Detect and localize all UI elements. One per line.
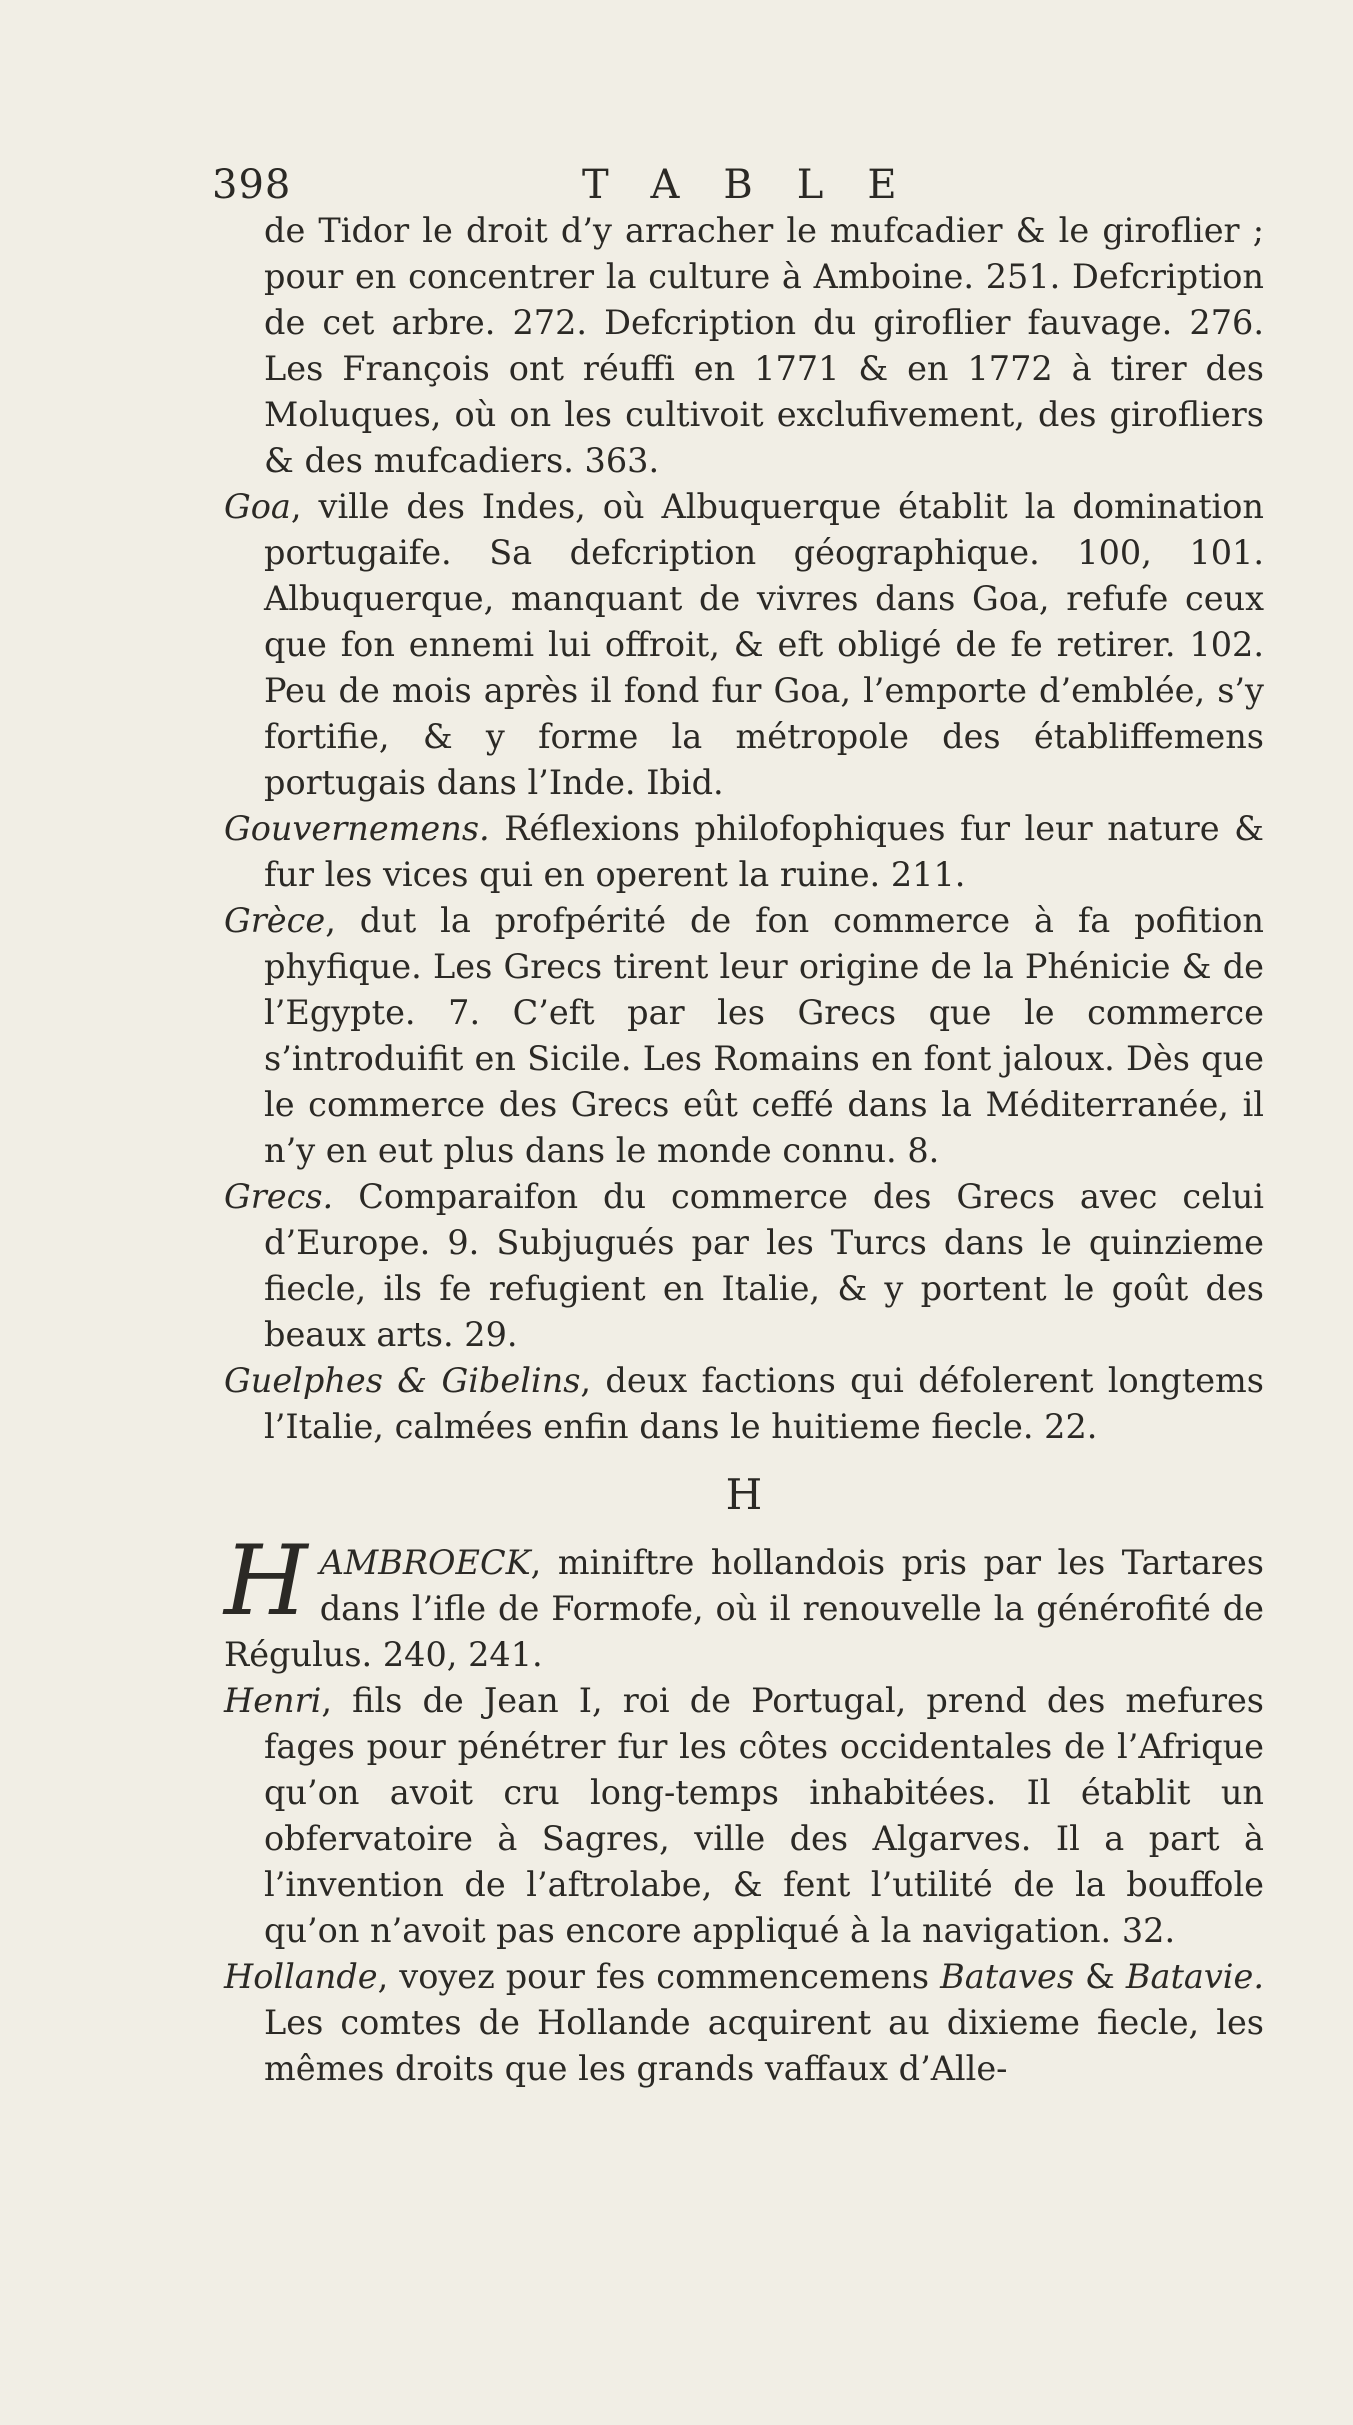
index-entry-grece xyxy=(224,898,1264,1174)
entry-keyword: Goa xyxy=(224,487,291,526)
entry-keyword: Grèce xyxy=(224,901,326,940)
entry-keyword: Hollande xyxy=(224,1957,378,1996)
index-entry-guelphes xyxy=(224,1358,1264,1450)
entry-text: Les comtes de Hollande acquirent au dixieme fiecle, les mêmes droits que les grands vaffaux d’Alle- xyxy=(264,2003,1264,2088)
index-entry-hollande xyxy=(224,1954,1264,2092)
entry-text: , miniftre hollandois pris par les Tartares dans l’ifle de Formofe, où il renouvelle la générofité de Régulus. 240, 241. xyxy=(224,1543,1264,1674)
entry-text: , ville des Indes, où Albuquerque établit la domination portugaife. Sa defcription géographique. 100, 101. Albuquerque, manquant de vivres dans Goa, refufe ceux que fon ennemi lui offroit, & eft obligé de fe retirer. 102. Peu de mois après il fond fur Goa, l’emporte d’emblée, s’y fortifie, & y forme la métropole des établiffemens portugais dans l’Inde. Ibid. xyxy=(264,487,1264,802)
entry-keyword: Grecs. xyxy=(224,1177,334,1216)
entry-keyword: AMBROECK xyxy=(319,1543,531,1582)
entry-keyword: Guelphes & Gibelins xyxy=(224,1361,581,1400)
entry-keyword-ref: Bataves xyxy=(940,1957,1075,1996)
entry-text: Réflexions philofophiques fur leur nature & fur les vices qui en operent la ruine. 211. xyxy=(264,809,1264,894)
index-body xyxy=(224,208,1264,2092)
entry-text: , dut la profpérité de fon commerce à fa pofition phyfique. Les Grecs tirent leur origine de la Phénicie & de l’Egypte. 7. C’eft par les Grecs que le commerce s’introduifit en Sicile. Les Romains en font jaloux. Dès que le commerce des Grecs eût ceffé dans la Méditerranée, il n’y en eut plus dans le monde connu. 8. xyxy=(264,901,1264,1170)
entry-keyword: Gouvernemens. xyxy=(224,809,490,848)
entry-text: Comparaifon du commerce des Grecs avec celui d’Europe. 9. Subjugués par les Turcs dans le quinzieme fiecle, ils fe refugient en Italie, & y portent le goût des beaux arts. 29. xyxy=(264,1177,1264,1354)
index-entry-grecs xyxy=(224,1174,1264,1358)
drop-cap: H xyxy=(224,1525,308,1637)
entry-text: , deux factions qui défolerent longtems l’Italie, calmées enfin dans le huitieme fiecle. 22. xyxy=(264,1361,1264,1446)
index-entry-continuation: de Tidor le droit d’y arracher le mufcadier & le giroflier ; pour en concentrer la culture à Amboine. 251. Defcription de cet arbre. 272. Defcription du giroflier fauvage. 276. Les François ont réuffi en 1771 & en 1772 à tirer des Moluques, où on les cultivoit exclufivement, des girofliers & des mufcadiers. 363. xyxy=(264,211,1264,480)
index-entry-goa xyxy=(224,484,1264,806)
running-title: TABLE xyxy=(582,162,941,208)
entry-text: , fils de Jean I, roi de Portugal, prend des mefures fages pour pénétrer fur les côtes occidentales de l’Afrique qu’on avoit cru long-temps inhabitées. Il établit un obfervatoire à Sagres, ville des Algarves. Il a part à l’invention de l’aftrolabe, & fent l’utilité de la bouffole qu’on n’avoit pas encore appliqué à la navigation. 32. xyxy=(264,1681,1264,1950)
index-entry-hambroeck xyxy=(224,1525,1264,1678)
entry-keyword: Henri xyxy=(224,1681,322,1720)
section-letter: H xyxy=(725,1470,763,1519)
entry-keyword-ref: Batavie. xyxy=(1125,1957,1264,1996)
page-number: 398 xyxy=(212,162,292,208)
index-entry-henri xyxy=(224,1678,1264,1954)
entry-text: , voyez pour fes commencemens xyxy=(377,1957,941,1996)
entry-text: & xyxy=(1074,1957,1126,1996)
index-entry-gouvernemens xyxy=(224,806,1264,898)
